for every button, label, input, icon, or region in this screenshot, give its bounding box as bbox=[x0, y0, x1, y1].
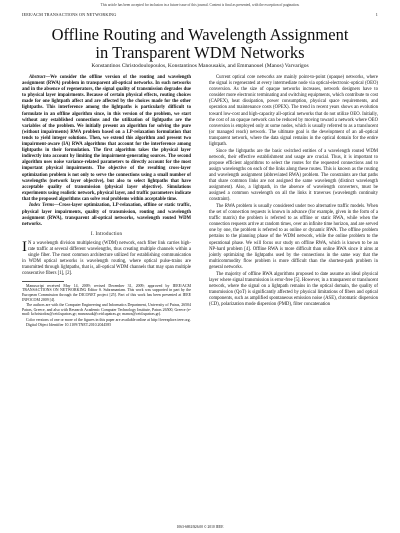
body-paragraph: Current optical core networks are mainly point-to-point (opaque) networks, where the signal is regenerated at every intermediate node via optical-electronic-optical (OEO) conversion. As the size of opaque networks increases, network designers have to consider more electronic terminating and switching equipments, which contribute to cost (CAPEX), heat dissipation, power consumption, physical space requirements, and operation and maintenance costs (OPEX). The trend in recent years shows an evolution toward low-cost and high-capacity all-optical networks that do not utilize OEO. Initially, the cost of an opaque network can be reduced by moving toward a network where OEO conversion is employed only at some nodes, which is usually referred to as a translucent (or managed reach) network. The ultimate goal is the development of an all-optical transparent network, where the data signal remains in the optical domain for the entire lightpath. bbox=[209, 75, 378, 148]
index-terms-text: —Cross-layer optimization, LP-relaxation, offline or static traffic, physical layer impairments, quality of transmission, routing and wavelength assignment (RWA), transparent all-optical networks, wavelength routed WDM networks. bbox=[22, 203, 191, 227]
title-line-1: Offline Routing and Wavelength Assignment bbox=[51, 25, 349, 44]
abstract-label: Abstract bbox=[29, 75, 46, 80]
journal-name: IEEE/ACM TRANSACTIONS ON NETWORKING bbox=[22, 12, 117, 17]
abstract bbox=[22, 75, 191, 203]
drop-cap: I bbox=[22, 239, 27, 256]
intro-paragraph bbox=[22, 241, 191, 278]
body-paragraph: Since the lightpaths are the basic switched entities of a wavelength routed WDM network, their effective establishment and usage are crucial. Thus, it is important to propose efficient algorithms to select the routes for the requested connections and to assign wavelengths on each of the links along these routes. This is known as the routing and wavelength assignment (abbreviated RWA) problem. The constraints are that paths that share common links are not assigned the same wavelength (distinct wavelength assignment). Also, a lightpath, in the absence of wavelength converters, must be assigned a common wavelength on all the links it traverses (wavelength continuity constraint). bbox=[209, 148, 378, 203]
copyright-code: 1063-6692/$26.00 © 2010 IEEE bbox=[176, 525, 224, 529]
footnote-authors: The authors are with the Computer Engineering and Informatics Department, University of Patras, 26504 Patras, Greece, and also with Research Academic Computer Technology Institute, Patras 26500, Greece (e-mail: kchristodou@ceid.upatras.gr; manousak@ceid.upatras.gr; manos@ceid.upatras.gr). bbox=[22, 302, 191, 317]
section-heading: I. Introduction bbox=[90, 231, 123, 237]
index-terms bbox=[22, 203, 191, 227]
intro-text: N a wavelength division multiplexing (WDM) network, each fiber link carries high-rate traffic at several different wavelengths, thus creating multiple channels within a single fiber. The most common architecture utilized for establishing communication in WDM optical networks is wavelength routing, where optical pulse-trains are transmitted through lightpaths, that is, all-optical WDM channels that may span multiple consecutive fibers [1], [2]. bbox=[22, 240, 191, 277]
body-paragraph: The majority of offline RWA algorithms proposed to date assume an ideal physical layer where signal transmission is error-free [5]. However, in a transparent or translucent network, where the signal on a lightpath remains in the optical domain, the quality of transmission (QoT) is significantly affected by physical limitations of fibers and optical components, such as amplified spontaneous emission noise (ASE), chromatic dispersion (CD), polarization mode dispersion (PMD), filter concatenation bbox=[209, 271, 378, 307]
page-number: 1 bbox=[375, 12, 378, 17]
running-head bbox=[22, 12, 378, 17]
right-column bbox=[209, 75, 378, 309]
paper-title bbox=[20, 26, 380, 62]
title-line-2: in Transparent WDM Networks bbox=[95, 43, 305, 62]
footnotes bbox=[22, 284, 191, 328]
abstract-text: —We consider the offline version of the routing and wavelength assignment (RWA) problem in transparent all-optical networks. In such networks and in the absence of regenerators, the signal quality of transmission degrades due to physical layer impairments. Because of certain physical effects, routing choices made for one lightpath affect and are affected by the choices made for the other lightpaths. This interference among the lightpaths is particularly difficult to formulate in an offline algorithm since, in this version of the problem, we start without any established connections and the utilization of lightpaths are the variables of the problem. We initially present an algorithm for solving the pure (without impairments) RWA problem based on a LP-relaxation formulation that tends to yield integer solutions. Then, we extend this algorithm and present two impairment-aware (IA) RWA algorithms that account for the interference among lightpaths in their formulation. The first algorithm takes the physical layer indirectly into account by limiting the impairment-generating sources. The second algorithm uses noise variance-related parameters to directly account for the most important physical impairments. The objective of the resulting cross-layer optimization problem is not only to serve the connections using a small number of wavelengths (network layer objective), but also to select lightpaths that have acceptable quality of transmission (physical layer objective). Simulations experiments using realistic network, physical layer, and traffic parameters indicate that the proposed algorithms can solve real problems within acceptable time. bbox=[22, 75, 191, 202]
index-terms-label: Index Terms bbox=[29, 203, 55, 209]
footnote-rule bbox=[22, 281, 64, 282]
body-paragraph: The RWA problem is usually considered under two alternative traffic models. When the set of connection requests is known in advance (for example, given in the form of a traffic matrix) the problem is referred to as offline or static RWA, while when the connection requests arrive at random times, over an infinite time horizon, and are served one by one, the problem is referred to as online or dynamic RWA. The offline problem pertains to the planning phase of the WDM network, while the online problem to the operational phase. We will focus our study on offline RWA, which is known to be an NP-hard problem [4]. Offline RWA is more difficult than online RWA since it aims at jointly optimizing the lightpaths used by the connections in the same way that the multicommodity flow problem is more difficult than the shortest-path problem in general networks. bbox=[209, 203, 378, 270]
author-list: Konstantinos Christodoulopoulos, Konstantinos Manousakis, and Emmanouel (Manos) Varvarigos bbox=[91, 63, 309, 69]
acceptance-note: This article has been accepted for inclusion in a future issue of this journal. Content is final as presented, with the exception of pagination. bbox=[100, 3, 300, 7]
footnote-doi: Digital Object Identifier 10.1109/TNET.2010.2044585 bbox=[26, 322, 112, 327]
footnote-manuscript: Manuscript received May 14, 2009; revised December 31, 2009; approved by IEEE/ACM TRANSACTIONS ON NETWORKING Editor S. Subramaniam. This work was supported in part by the European Commission through the DICONET project [25]. Part of this work has been presented at IEEE INFOCOM 2009 [4]. bbox=[22, 283, 191, 302]
footnote-color: Color versions of one or more of the figures in this paper are available online at http://ieeexplore.ieee.org. bbox=[26, 317, 191, 322]
left-column bbox=[22, 75, 191, 328]
